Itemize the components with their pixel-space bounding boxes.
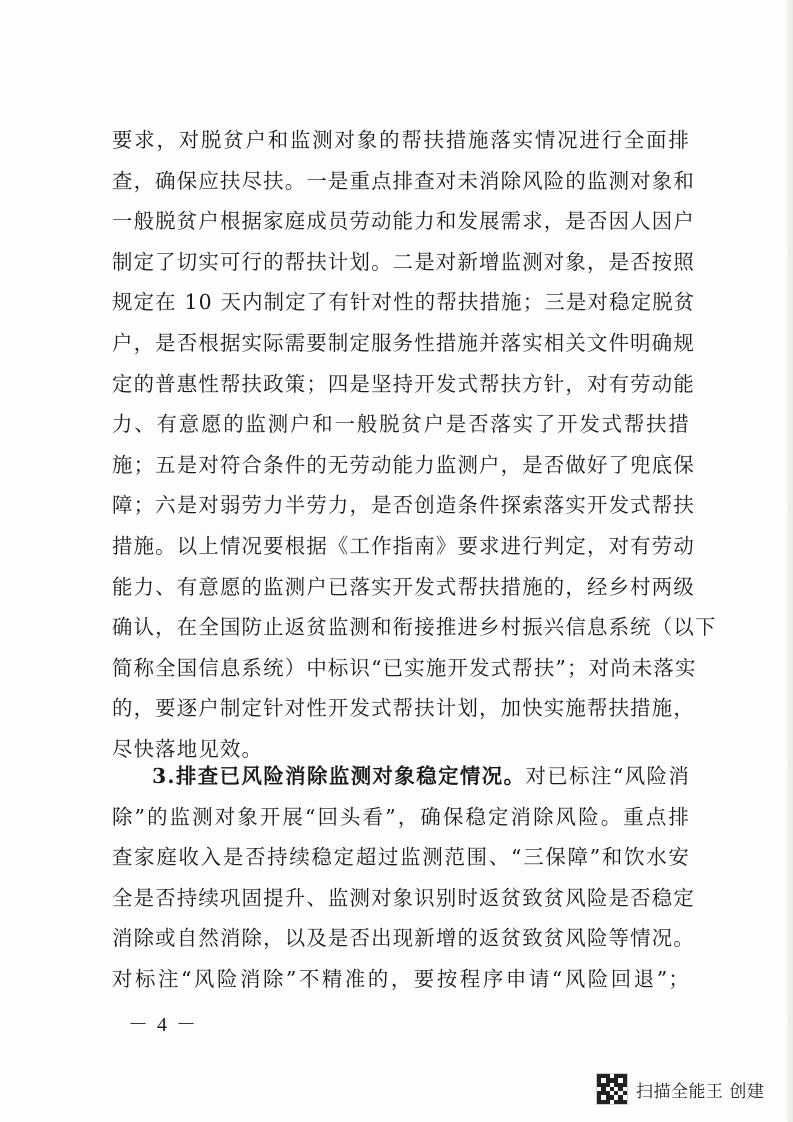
qr-code-icon [596,1073,628,1105]
section-heading: 3.排查已风险消除监测对象稳定情况。 [152,764,526,788]
paragraph-line: 定的普惠性帮扶政策；四是坚持开发式帮扶方针，对有劳动能 [112,371,695,396]
paragraph-line: 全是否持续巩固提升、监测对象识别时返贫致贫风险是否稳定 [112,885,695,910]
page-number: － 4 － [128,1014,198,1036]
paragraph-2 [112,756,695,1000]
heading-continuation: 对已标注“风险消 [525,764,690,788]
paragraph-line: 确认，在全国防止返贫监测和衔接推进乡村振兴信息系统（以下 [112,615,717,640]
paragraph-line: 制定了切实可行的帮扶计划。二是对新增监测对象，是否按照 [112,249,695,274]
paragraph-line: 除”的监测对象开展“回头看”，确保稳定消除风险。重点排 [112,804,690,829]
paragraph-1 [112,120,717,770]
paragraph-line: 能力、有意愿的监测户已落实开发式帮扶措施的，经乡村两级 [112,574,695,599]
paragraph-line: 查家庭收入是否持续稳定超过监测范围、“三保障”和饮水安 [112,845,690,870]
paragraph-line: 力、有意愿的监测户和一般脱贫户是否落实了开发式帮扶措 [112,412,690,437]
paragraph-line: 简称全国信息系统）中标识“已实施开发式帮扶”；对尚未落实 [112,655,697,680]
paragraph-line: 要求，对脱贫户和监测对象的帮扶措施落实情况进行全面排 [112,128,690,152]
paragraph-line: 的，要逐户制定针对性开发式帮扶计划，加快实施帮扶措施， [112,696,695,721]
paragraph-line: 消除或自然消除，以及是否出现新增的返贫致贫风险等情况。 [112,926,695,951]
paragraph-line: 措施。以上情况要根据《工作指南》要求进行判定，对有劳动 [112,533,695,558]
paragraph-line: 规定在 10 天内制定了有针对性的帮扶措施；三是对稳定脱贫 [112,290,696,315]
paragraph-line: 查，确保应扶尽扶。一是重点排查对未消除风险的监测对象和 [112,168,695,193]
paragraph-first-line [112,756,690,797]
page-edge-shadow [787,0,793,1122]
paragraph-line: 对标注“风险消除”不精准的，要按程序申请“风险回退”； [112,966,690,991]
watermark-text: 扫描全能王 创建 [636,1081,765,1102]
paragraph-line: 尽快落地见效。 [112,736,264,761]
paragraph-line: 施；五是对符合条件的无劳动能力监测户，是否做好了兜底保 [112,452,695,477]
paragraph-line: 一般脱贫户根据家庭成员劳动能力和发展需求，是否因人因户 [112,209,695,234]
scanner-watermark [596,1072,764,1106]
paragraph-line: 障；六是对弱劳力半劳力，是否创造条件探索落实开发式帮扶 [112,493,695,518]
paragraph-line: 户，是否根据实际需要制定服务性措施并落实相关文件明确规 [112,330,695,355]
